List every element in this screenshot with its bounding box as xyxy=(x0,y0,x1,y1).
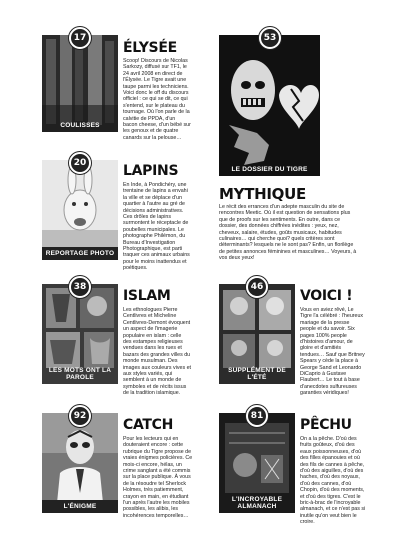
article-thumbnail[interactable] xyxy=(219,35,320,176)
article-text: Pour les lecteurs qui en douteraient encore : cette rubrique du Tigre propose de vraies énigmes policières. Ce mois-ci encore, hélas, un crime sanglant a été commis sur la place publique. À vous de la résoudre tel Sherlock Holmes, très patiemment, crayon en main, en étudiant l'un après l'autre les mobiles possibles, les alibis, les incohérences temporelles… xyxy=(123,436,193,519)
article-title: LAPINS xyxy=(123,163,179,179)
article-text: En Inde, à Pondichéry, une trentaine de lapins a envahi la ville et se déplace d'un quartier à l'autre au gré de décisions administratives. Ces drôles de lapins surmontent le réceptacle de poubelles municipales. Le photographe Philémon, du Bureau d'Investigation Photographique, est parti traquer ces animaux urbains pour le moins inattendus et poétiques. xyxy=(123,182,190,272)
page-number-badge: 81 xyxy=(246,405,268,427)
article-title: MYTHIQUE xyxy=(219,185,306,203)
page-number-badge: 38 xyxy=(69,276,91,298)
article-caption: LE DOSSIER DU TIGRE xyxy=(231,166,308,173)
article-title: CATCH xyxy=(123,417,174,433)
article-title: ÉLYSÉE xyxy=(123,40,177,56)
article-text: Vous en aviez rêvé, Le Tigre l'a célébré : l'heureux mariage de la presse people et du savoir. Six pages 100% people d'histoires d'amour, de gloire et d'amitiés tendues… Sauf que Britney Spears y cède la place à George Sand et Leonardo DiCaprio à Gustave Flaubert… Le tout à base d'anecdotes sulfureuses garanties véridiques! xyxy=(300,307,365,397)
article-caption: SUPPLÉMENT DE L'ÉTÉ xyxy=(228,367,286,381)
article-text: On a la pêche. D'où des fruits goûteux, d'où des eaux poissonneuses, d'où des filles épanouies et où des fils de cannes à pêche, d'où des aiguilles, d'où des haches, d'où des noyaux, d'où des cannes, d'où Chopin, d'où des moments, et d'où des tigres. C'est le bric-à-brac de l'incroyable almanach, et ce n'est pas si inutile qu'on veut bien le croire. xyxy=(300,436,366,526)
article-thumbnail[interactable] xyxy=(42,35,118,132)
rabbit-bin-photo xyxy=(42,160,118,260)
article-thumbnail[interactable] xyxy=(219,413,295,513)
page-number-badge: 46 xyxy=(246,276,268,298)
article-text: Scoop! Discours de Nicolas Sarkozy, diffusé sur TF1, le 24 avril 2008 en direct de l'Élysée. Le Tigre avait une taupe parmi les techniciens. Voici donc le off du discours officiel : ce qui se dit, ce qui s'entend, sur le plateau du tournage. Où l'on parle de la calvitie de PPDA, d'un bacon cheese, d'un bébé sur les genoux et de quatre canards sur la pelouse… xyxy=(123,58,191,141)
article-caption: L'INCROYABLE ALMANACH xyxy=(231,496,283,510)
page-number-badge: 17 xyxy=(69,27,91,49)
page-number-badge: 92 xyxy=(69,405,91,427)
page-number-badge: 20 xyxy=(69,152,91,174)
article-title: PÊCHU xyxy=(300,417,352,433)
article-thumbnail[interactable] xyxy=(42,413,118,513)
article-caption: L'ÉNIGME xyxy=(42,500,118,513)
article-text: Le récit des errances d'un adepte masculin du site de rencontres Meetic. Où il est question de sensations plus que de proofs sur les sentiments. En outre, dans ce dossier, des données chiffrées inédites : yeux, nez, cheveux, salaire, études, goûts musicaux, habitudes culinaires… qui cherche quoi? quels critères sont déterminants? lesquels ne le sont pas? Enfin, un florilège de petites annonces féminines et masculines… Voyeurs, à vos deux yeux! xyxy=(219,204,357,262)
article-caption: COULISSES xyxy=(60,122,100,129)
article-thumbnail[interactable] xyxy=(42,160,118,260)
article-thumbnail[interactable] xyxy=(219,284,295,384)
page-number-badge: 53 xyxy=(259,27,281,49)
tiger-dossier-illustration xyxy=(219,35,320,176)
wrestler-photo xyxy=(42,413,118,513)
article-thumbnail[interactable] xyxy=(42,284,118,384)
article-caption: LES MOTS ONT LA PAROLE xyxy=(48,367,112,381)
curtain-photo xyxy=(42,35,118,132)
article-caption: REPORTAGE PHOTO xyxy=(42,247,118,260)
article-title: ISLAM xyxy=(123,288,171,304)
article-text: Les ethnologues Pierre Centlivres et Micheline Centlivres-Demont évoquent un aspect de l'imagerie populaire en islam : celle des estampes religieuses vendues dans les rues et bazars des grandes villes du monde musulman. Des images aux couleurs vives et aux styles variés, qui semblent à un monde de symboles et de récits issus de la tradition islamique. xyxy=(123,307,192,397)
article-title: VOICI ! xyxy=(300,288,353,304)
